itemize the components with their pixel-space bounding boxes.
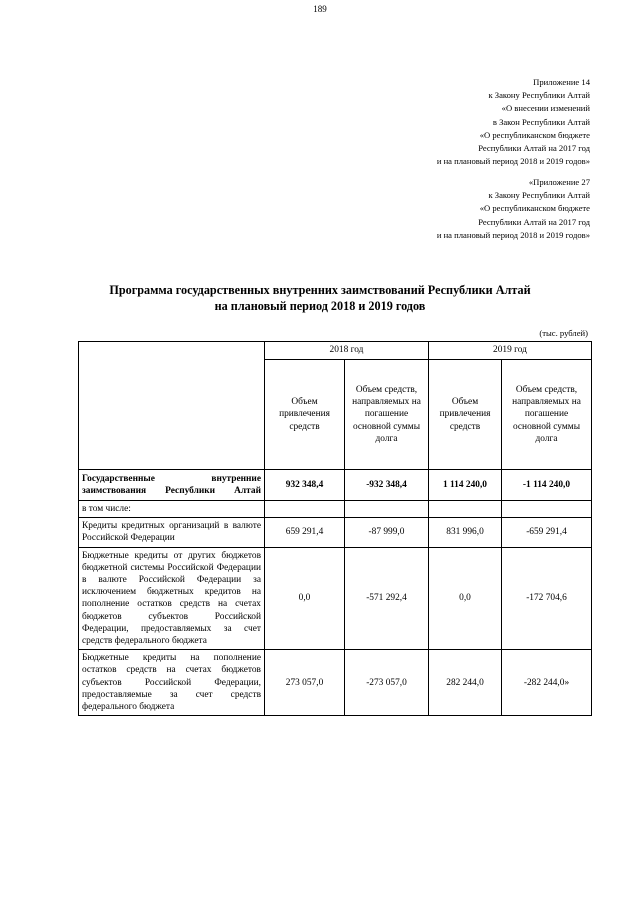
page-number: 189 (313, 4, 327, 14)
empty-cell (265, 501, 345, 518)
annex-line: Республики Алтай на 2017 год (478, 216, 590, 227)
cell-attraction-2018: 273 057,0 (265, 650, 345, 716)
header-repayment-2019: Объем средств, направляемых на погашение основной суммы долга (502, 360, 592, 470)
annex-line: и на плановый период 2018 и 2019 годов» (436, 229, 590, 240)
annex-line: «О внесении изменений (501, 103, 590, 114)
cell-attraction-2019: 1 114 240,0 (429, 470, 502, 501)
empty-cell (345, 501, 429, 518)
header-attraction-2018: Объем привлечения средств (265, 360, 345, 470)
cell-attraction-2019: 282 244,0 (429, 650, 502, 716)
year-header-2018: 2018 год (265, 342, 429, 360)
title-line-1: Программа государственных внутренних заимствований Республики Алтай (109, 283, 531, 297)
empty-cell (429, 501, 502, 518)
header-repayment-2018: Объем средств, направляемых на погашение основной суммы долга (345, 360, 429, 470)
title-line-2: на плановый период 2018 и 2019 годов (214, 299, 426, 313)
row-name: Бюджетные кредиты на пополнение остатков средств на счетах бюджетов субъектов Российской Федерации, предоставляемые за счет средств федерального бюджета (79, 650, 265, 716)
year-header-2019: 2019 год (429, 342, 592, 360)
header-blank-cell (79, 342, 265, 470)
table-row (79, 650, 592, 716)
annex-line: и на плановый период 2018 и 2019 годов» (436, 156, 590, 167)
cell-attraction-2018: 932 348,4 (265, 470, 345, 501)
cell-repayment-2018: -571 292,4 (345, 547, 429, 650)
annex-27-header (437, 176, 590, 242)
cell-repayment-2019: -1 114 240,0 (502, 470, 592, 501)
units-label: (тыс. рублей) (539, 328, 588, 338)
cell-attraction-2019: 0,0 (429, 547, 502, 650)
table-row (79, 470, 592, 501)
borrowing-program-table (78, 341, 592, 716)
row-name: Бюджетные кредиты от других бюджетов бюджетной системы Российской Федерации в валюте Российской Федерации за исключением бюджетных кредитов на пополнение остатков средств на счетах бюджетов субъектов Российской Федерации, предоставляемых за счет средств федерального бюджета (79, 547, 265, 650)
cell-repayment-2018: -932 348,4 (345, 470, 429, 501)
cell-repayment-2019: -659 291,4 (502, 518, 592, 547)
cell-repayment-2018: -273 057,0 (345, 650, 429, 716)
empty-cell (502, 501, 592, 518)
row-name: Кредиты кредитных организаций в валюте Российской Федерации (79, 518, 265, 547)
annex-line: «О республиканском бюджете (479, 129, 590, 140)
row-name: Государственные внутренние заимствования Республики Алтай (79, 470, 265, 501)
annex-line: в Закон Республики Алтай (492, 116, 590, 127)
table-row (79, 547, 592, 650)
annex-line: к Закону Республики Алтай (488, 90, 590, 101)
table-row (79, 501, 592, 518)
annex-line: к Закону Республики Алтай (488, 190, 590, 201)
cell-attraction-2018: 0,0 (265, 547, 345, 650)
annex-14-header (437, 76, 590, 168)
annex-line: Приложение 14 (533, 77, 590, 87)
header-attraction-2019: Объем привлечения средств (429, 360, 502, 470)
row-name: в том числе: (79, 501, 265, 518)
document-title (0, 282, 640, 314)
annex-line: Республики Алтай на 2017 год (478, 143, 590, 154)
cell-repayment-2019: -282 244,0» (502, 650, 592, 716)
cell-attraction-2018: 659 291,4 (265, 518, 345, 547)
cell-attraction-2019: 831 996,0 (429, 518, 502, 547)
cell-repayment-2018: -87 999,0 (345, 518, 429, 547)
cell-repayment-2019: -172 704,6 (502, 547, 592, 650)
annex-line: «Приложение 27 (528, 177, 590, 187)
table-row (79, 518, 592, 547)
annex-line: «О республиканском бюджете (479, 203, 590, 214)
